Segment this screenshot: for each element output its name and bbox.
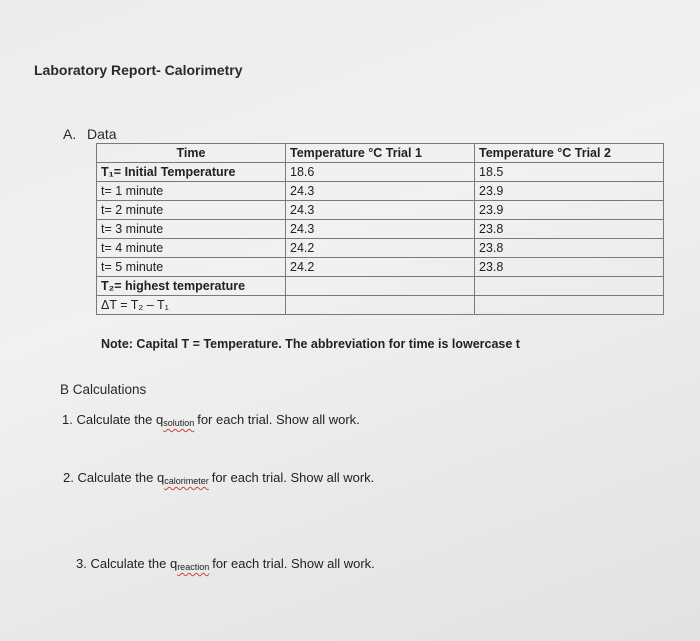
row-trial-2-value: 23.9	[475, 182, 664, 201]
row-trial-2-value: 23.8	[475, 239, 664, 258]
table-header-row	[97, 144, 664, 163]
row-trial-2-value: 23.9	[475, 201, 664, 220]
section-b-heading: B Calculations	[60, 382, 147, 397]
row-trial-1-value: 24.2	[286, 239, 475, 258]
header-trial-1: Temperature °C Trial 1	[286, 144, 475, 163]
row-trial-1-value: 24.3	[286, 220, 475, 239]
table-row	[97, 201, 664, 220]
row-trial-1-value: 18.6	[286, 163, 475, 182]
row-time-label: T₁= Initial Temperature	[97, 163, 286, 182]
table-row	[97, 220, 664, 239]
row-time-label: ΔT = T₂ – T₁	[97, 296, 286, 315]
row-time-label: t= 4 minute	[97, 239, 286, 258]
row-trial-1-value: 24.3	[286, 182, 475, 201]
table-row	[97, 239, 664, 258]
row-trial-2-value	[475, 277, 664, 296]
table-row	[97, 277, 664, 296]
question-2	[63, 470, 374, 485]
row-trial-1-value: 24.3	[286, 201, 475, 220]
row-trial-2-value: 18.5	[475, 163, 664, 182]
row-trial-1-value	[286, 296, 475, 315]
row-time-label: T₂= highest temperature	[97, 277, 286, 296]
table-row	[97, 296, 664, 315]
row-trial-1-value	[286, 277, 475, 296]
question-suffix: for each trial. Show all work.	[197, 412, 360, 427]
header-trial-2: Temperature °C Trial 2	[475, 144, 664, 163]
header-time: Time	[97, 144, 286, 163]
q-symbol: q	[156, 470, 165, 485]
table-row	[97, 163, 664, 182]
section-a-label: Data	[87, 126, 117, 142]
note-text: Note: Capital T = Temperature. The abbreviation for time is lowercase t	[101, 337, 520, 351]
section-a-letter: A.	[63, 126, 77, 142]
question-prefix: 3. Calculate the	[76, 556, 170, 571]
row-trial-2-value: 23.8	[475, 220, 664, 239]
table-row	[97, 182, 664, 201]
row-time-label: t= 1 minute	[97, 182, 286, 201]
row-time-label: t= 5 minute	[97, 258, 286, 277]
data-table	[96, 143, 664, 315]
question-1	[62, 412, 360, 427]
row-trial-2-value	[475, 296, 664, 315]
q-symbol: q	[169, 556, 178, 571]
row-trial-1-value: 24.2	[286, 258, 475, 277]
q-subscript: reaction	[177, 562, 210, 572]
table-row	[97, 258, 664, 277]
q-subscript: solution	[163, 418, 195, 428]
question-3	[76, 556, 375, 571]
section-a-heading	[63, 126, 117, 142]
question-prefix: 2. Calculate the	[63, 470, 157, 485]
question-prefix: 1. Calculate the	[62, 412, 156, 427]
row-time-label: t= 3 minute	[97, 220, 286, 239]
row-time-label: t= 2 minute	[97, 201, 286, 220]
row-trial-2-value: 23.8	[475, 258, 664, 277]
page-title: Laboratory Report- Calorimetry	[34, 62, 243, 78]
q-symbol: q	[155, 412, 164, 427]
question-suffix: for each trial. Show all work.	[212, 556, 375, 571]
question-suffix: for each trial. Show all work.	[211, 470, 375, 485]
q-subscript: calorimeter	[164, 476, 209, 486]
